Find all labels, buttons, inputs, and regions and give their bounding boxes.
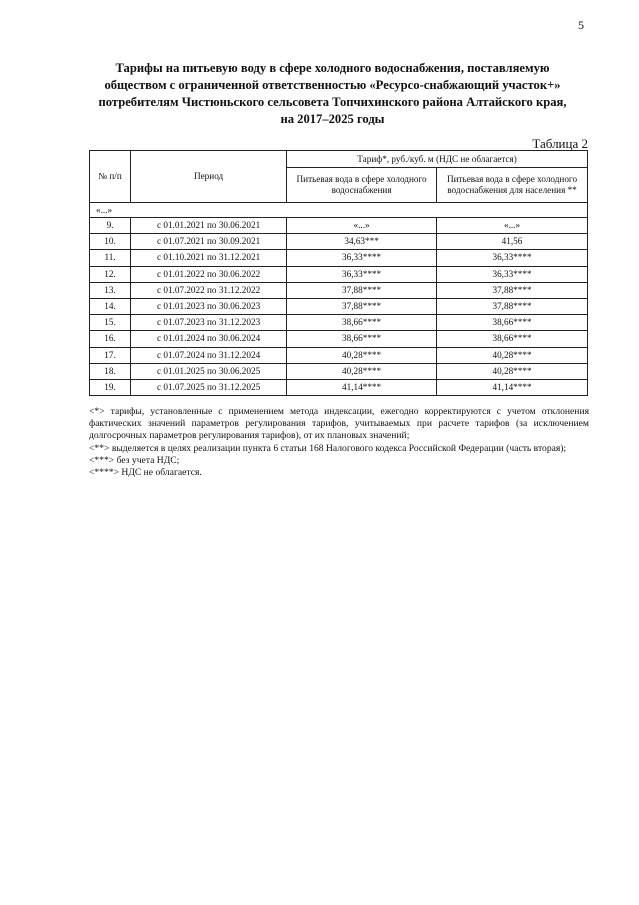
title-line-1: Тарифы на питьевую воду в сфере холодного водоснабжения, поставляемую [115, 61, 550, 75]
cell-tariff-a: 40,28**** [287, 363, 437, 379]
footnote-3: <***> без учета НДС; [89, 454, 180, 466]
ellipsis-cell: «...» [90, 203, 588, 218]
title-line-2: обществом с ограниченной ответственностью «Ресурсо-снабжающий участок+» [104, 78, 561, 92]
title-line-4: на 2017–2025 годы [280, 112, 385, 126]
footnote-2: <**> выделяется в целях реализации пункта 6 статьи 168 Налогового кодекса Российской Федерации (часть вторая); [89, 442, 567, 454]
cell-tariff-b: 37,88**** [437, 282, 588, 298]
cell-tariff-b: 40,28**** [437, 363, 588, 379]
table-row [90, 298, 588, 314]
table-row [90, 234, 588, 250]
table-row [90, 218, 588, 234]
title-line-3: потребителям Чистюньского сельсовета Топчихинского района Алтайского края, [98, 95, 567, 109]
cell-num: 17. [90, 347, 131, 363]
cell-num: 16. [90, 331, 131, 347]
page-number: 5 [578, 18, 584, 32]
table-row [90, 379, 588, 395]
table-row [90, 266, 588, 282]
header-period: Период [131, 151, 287, 203]
cell-period: с 01.01.2021 по 30.06.2021 [131, 218, 287, 234]
cell-tariff-a: 40,28**** [287, 347, 437, 363]
cell-period: с 01.07.2022 по 31.12.2022 [131, 282, 287, 298]
cell-tariff-b: 41,56 [437, 234, 588, 250]
table-row [90, 315, 588, 331]
table-row [90, 250, 588, 266]
table-label: Таблица 2 [532, 136, 588, 151]
cell-num: 13. [90, 282, 131, 298]
table-row-ellipsis [90, 203, 588, 218]
table-row [90, 331, 588, 347]
cell-num: 10. [90, 234, 131, 250]
cell-num: 11. [90, 250, 131, 266]
table-row [90, 363, 588, 379]
cell-num: 12. [90, 266, 131, 282]
cell-tariff-b: «...» [437, 218, 588, 234]
cell-tariff-a: 41,14**** [287, 379, 437, 395]
cell-period: с 01.10.2021 по 31.12.2021 [131, 250, 287, 266]
cell-tariff-b: 38,66**** [437, 315, 588, 331]
cell-period: с 01.07.2023 по 31.12.2023 [131, 315, 287, 331]
cell-tariff-a: 38,66**** [287, 315, 437, 331]
header-col-a: Питьевая вода в сфере холодного водоснабжения [287, 168, 437, 203]
cell-period: с 01.07.2021 по 30.09.2021 [131, 234, 287, 250]
cell-tariff-a: 36,33**** [287, 250, 437, 266]
cell-num: 14. [90, 298, 131, 314]
cell-tariff-b: 40,28**** [437, 347, 588, 363]
document-title [80, 60, 585, 128]
footnotes [89, 406, 589, 479]
cell-num: 18. [90, 363, 131, 379]
cell-period: с 01.01.2023 по 30.06.2023 [131, 298, 287, 314]
tariff-table [89, 150, 588, 396]
cell-period: с 01.07.2025 по 31.12.2025 [131, 379, 287, 395]
table-row [90, 282, 588, 298]
footnote-4: <****> НДС не облагается. [89, 467, 202, 479]
cell-tariff-a: 36,33**** [287, 266, 437, 282]
cell-period: с 01.01.2025 по 30.06.2025 [131, 363, 287, 379]
cell-tariff-b: 36,33**** [437, 266, 588, 282]
cell-tariff-a: «...» [287, 218, 437, 234]
cell-tariff-b: 36,33**** [437, 250, 588, 266]
table-row [90, 347, 588, 363]
cell-tariff-b: 37,88**** [437, 298, 588, 314]
cell-num: 19. [90, 379, 131, 395]
cell-tariff-a: 38,66**** [287, 331, 437, 347]
cell-num: 15. [90, 315, 131, 331]
footnote-1: <*> тарифы, установленные с применением метода индексации, ежегодно корректируются с учетом отклонения фактических значений параметров регулирования тарифов, учитываемых при расчете тарифов (за исключением долгосрочных параметров регулирования тарифов), от их плановых значений; [89, 406, 589, 442]
cell-tariff-b: 38,66**** [437, 331, 588, 347]
cell-period: с 01.01.2024 по 30.06.2024 [131, 331, 287, 347]
header-num: № п/п [90, 151, 131, 203]
cell-period: с 01.01.2022 по 30.06.2022 [131, 266, 287, 282]
cell-num: 9. [90, 218, 131, 234]
cell-tariff-a: 37,88**** [287, 298, 437, 314]
cell-tariff-a: 37,88**** [287, 282, 437, 298]
header-tariff-group: Тариф*, руб./куб. м (НДС не облагается) [287, 151, 588, 168]
cell-period: с 01.07.2024 по 31.12.2024 [131, 347, 287, 363]
cell-tariff-b: 41,14**** [437, 379, 588, 395]
header-col-b: Питьевая вода в сфере холодного водоснабжения для населения ** [437, 168, 588, 203]
cell-tariff-a: 34,63*** [287, 234, 437, 250]
